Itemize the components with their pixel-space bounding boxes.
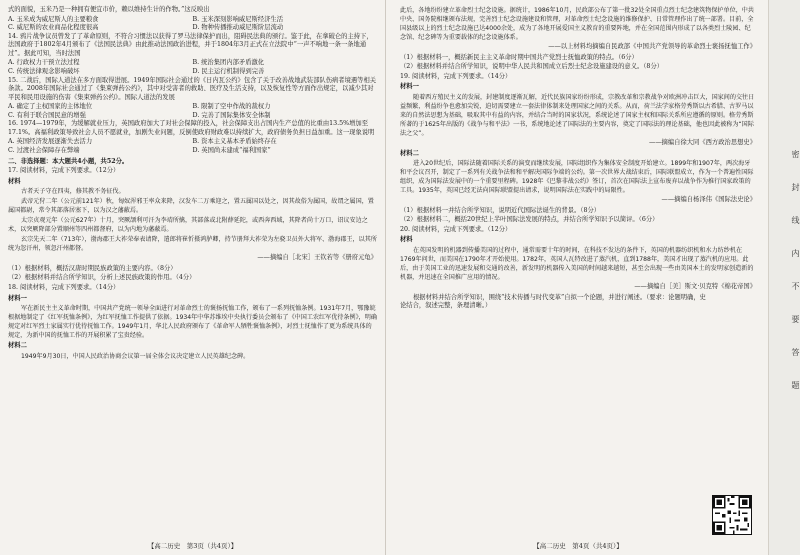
q20-stem: 20. 阅读材料，完成下列要求。（12分） <box>400 225 512 233</box>
q17-req-1: （1）根据材料，概括汉唐时期民族政策的主要内容。（8分） <box>8 264 177 272</box>
q20-source: ——摘编自［美］斯文·贝克特《棉花帝国》 <box>634 283 756 291</box>
q17-quote-line: 武帝元狩二年（公元前121年）秋，匈奴浑邪王率众来降，汉发车二万乘迎之，置五属国以处之，因其故俗为属国，故谓之属国，置属国都尉，常令其部落居塞下，以为汉之藩蔽焉。 <box>8 198 374 215</box>
q17-material <box>8 187 377 253</box>
q18-source: ——以上材料均摘编自民政部《中国共产党领导的革命烈士褒扬抚恤工作》 <box>548 43 756 51</box>
page-3 <box>0 0 386 555</box>
qr-code-image <box>712 495 752 535</box>
page-4 <box>392 0 764 555</box>
q14-stem: 14. 鸦片战争议员曾发了了革命原则，不符合习惯法以获得了罗马法律保护而出，阻碍民法典的颁行。鉴于此，在拿破仑的主持下，法国政府于1802年4月颁布了《法国民法典》由此推动法国政治进程，并于1804年3月正式在立法院中“一声不响地一条一条地通过”。据此可知，当时法国 <box>8 32 373 57</box>
q13-option-b: B. 玉米深刻影响威尼斯经济生活 <box>192 15 283 23</box>
q17-material-label: 材料 <box>8 177 21 185</box>
q17-quote-line: 太宗贞观元年（公元627年）十月，突厥颉利可汗为李靖所擒，其部落或北附薛延陀，或西奔西域，其降者尚十万口，诏议安边之术，以突厥降部分置顺州等四州都督府，以为内地为藩蔽焉。 <box>8 217 368 234</box>
q20-m-text: 在英国发明的机器到传播美国的过程中，通常需要十年的时间，在科技不发达的条件下，英国的机器纺织机和水力纺纱机在1769年问世，而美国在1790年才开始使用。1782年，英国人瓦特改进了蒸汽机，直到1788年，美国才出现了蒸汽机的应用。此后，由于美国工业的迅速发展和交通的改善，新发明的机器传入美国的时间越来越短，甚至会出现一些由美国本土的发明家创造新的机器，并迅速在全国推广应用的情况。 <box>400 246 754 281</box>
q17-req-2: （2）根据材料并结合所学知识，分析上述民族政策的作用。（4分） <box>8 274 196 282</box>
q19-req-1: （1）根据材料一并结合所学知识，说明近代国际法诞生的背景。（8分） <box>400 206 601 214</box>
q14-option-a: A. 行政权力干预立法过程 <box>8 59 80 67</box>
q13-stem-tail: 式的面貌，玉米乃是一种拥有便宜市价，赖以维持生计的作物。”这反映出 <box>8 6 210 13</box>
q15-option-a: A. 确定了主权国家的主体地位 <box>8 103 93 111</box>
q15-stem: 15. 二战后，国际人道法在多方面取得进展。1949年国际社会通过的《日内瓦公约》包含了关于改善战地武装部队伤病者境遇等相关条款。2008年国际社会通过了《集束弹药公约》，其中对受害者的救助、医疗及生活支持，以及恢复性等方面作出规定，以减少其对平民和民用设施的伤害《集束弹药公约》。国际人道法的发展 <box>8 76 377 101</box>
q19-material-1-label: 材料一 <box>400 83 419 91</box>
q18-m2-cont: 此后，各地纷纷建立革命烈士纪念设施。据统计，1986年10月，民政部公布了第一批32处全国重点烈士纪念建筑物保护单位，中共中央、国务院相继颁布法规，完善烈士纪念设施建设和管理，对革命烈士纪念设施的维修保护、日常管理作出了统一部署。目前，全国县级以上的烈士纪念设施已达4000余处，成为了各地开展爱国主义教育的重要阵地，并在全国范围内形成了以各类烈士陵园、纪念馆、纪念碑等为重要载体的纪念设施体系。 <box>400 7 754 42</box>
q18-material-2 <box>8 352 377 361</box>
q14-options-row1 <box>8 59 377 68</box>
q16-options-row2 <box>8 147 377 156</box>
q18-stem: 18. 阅读材料，完成下列要求。（14分） <box>8 284 120 292</box>
q16-stem: 16. 1974—1979年，为缓解就业压力，英国政府加大了对社会保障的投入，社会保障支出占国内生产总值的比重由13.5%增加至17.1%。高福利政策导致社会人员不愿就业，加剧失业问题，反倒使政府财政难以持续扩大，政府债务负担日益加重。这一现象说明 <box>8 120 375 136</box>
section-2-heading: 二、非选择题：本大题共4小题，共52分。 <box>8 157 129 165</box>
q18-material-2-continued <box>400 6 756 42</box>
q19-stem: 19. 阅读材料，完成下列要求。（14分） <box>400 72 512 80</box>
q19-material-2-label: 材料二 <box>400 149 419 157</box>
q18-req-1: （1）根据材料一，概括新民主主义革命时期中国共产党烈士抚恤政策的特点。（6分） <box>400 53 638 61</box>
q14-option-b: B. 统治集团内部矛盾激化 <box>192 59 265 67</box>
q16-option-b: B. 资本主义基本矛盾始终存在 <box>192 138 277 146</box>
q19-source-2: ——摘编自杨泽伟《国际法史论》 <box>661 196 756 204</box>
q13-option-d: D. 物种传播推动威尼斯阶层流动 <box>192 24 284 32</box>
q20-material-label: 材料 <box>400 236 413 244</box>
q19-req-2: （2）根据材料二，概括20世纪上半叶国际法发展的特点，并结合所学知识予以简评。（6分） <box>400 216 659 224</box>
q13-options-row2 <box>8 24 377 33</box>
q13-option-a: A. 玉米成为威尼斯人的主要粮食 <box>8 15 99 23</box>
q18-material-2-label: 材料二 <box>8 342 27 350</box>
seal-line-margin <box>768 0 800 555</box>
q17-quote-line: 玄宗先天二年（713年），渤海郡王大祚荣奉表请降，遣郎将崔忻摄鸿胪卿，持节册拜大祚荣为左骁卫员外大将军、渤海郡王，以其所统为忽汗州，领忽汗州都督。 <box>8 236 377 253</box>
q17-source: ——摘编自［北宋］王钦若等《册府元龟》 <box>257 254 377 262</box>
q15-option-b: B. 限制了空中作战的裁权力 <box>192 103 271 111</box>
q15-option-d: D. 完善了国际集体安全体制 <box>192 111 271 119</box>
q18-m2-text: 1949年9月30日，中国人民政治协商会议第一届全体会议决定建立人民英雄纪念碑。 <box>21 352 250 360</box>
q19-material-2 <box>400 159 756 195</box>
q20-task: 根据材料并结合所学知识，围绕“技术传播与时代变革”自拟一个论题，并进行阐述。（要求：论题明确，史论结合，叙述完整，条理清晰。） <box>400 293 706 310</box>
q18-material-1-label: 材料一 <box>8 294 27 302</box>
q16-options-row1 <box>8 138 377 147</box>
q18-m1-text: 军在新民主主义革命时期，中国共产党统一领导全面进行对革命烈士的褒扬抚恤工作，颁布了一系列抚恤条例。1931年7月，鄂豫皖根据地制定了《红军抚恤条例》，为红军抚恤工作提供了依据。1934年中华苏维埃中央执行委员会颁布了《中国工农红军优待条例》，明确规定对红军烈士家属实行优待抚恤工作。1949年1月，华北人民政府颁布了《革命军人牺牲褒恤条例》，对烈士抚恤作了更为系统具体的规定，为新中国的抚恤工作的开展积累了宝贵经验。 <box>8 305 377 340</box>
q19-source-1: ——摘编自徐大同《西方政治思想史》 <box>648 138 756 146</box>
page-4-footer: 【高二历史 第4页（共4页）】 <box>533 542 623 551</box>
q19-m1-text: 随着西方殖民主义的发展，封建制度逐渐瓦解，近代民族国家纷纷形成，宗教改革和宗教战争对欧洲冲击巨大，国家间的交往日益频繁，利益纷争也愈加尖锐，迫切需要建立一套法律体制来处理国家之间的关系。从而，荷兰法学家格劳秀斯以古希腊、古罗马以来的自然法思想为基础，吸取其中有益的内容，并结合当时的国家状况，系统论述了国家主权和国际关系所应遵循的原则。格劳秀斯所著的于1625年出版的《战争与和平法》一书，系统地论述了国际法的主要内容，奠定了国际法的理论基础，他也因此被称为“国际法之父”。 <box>400 93 755 137</box>
qr-code-graphic <box>713 496 751 534</box>
q16-option-c: C. 过渡社会保障存在弊端 <box>8 147 80 154</box>
q17-quote-line: 古者天子守在四夷，修其教不务征伐。 <box>21 188 125 196</box>
q14-options-row2 <box>8 68 377 77</box>
q16-option-d: D. 英国尚未建成“福利国家” <box>192 147 271 154</box>
q13-option-c: C. 威尼斯的农业商品化程度很高 <box>8 24 99 32</box>
q18-req-2: （2）根据材料并结合所学知识，说明中华人民共和国成立后烈士纪念设施建设的意义。（8分） <box>400 63 664 71</box>
q19-material-1 <box>400 93 756 138</box>
q15-option-c: C. 有利于联合国民意的增强 <box>8 111 86 119</box>
page-3-footer: 【高二历史 第3页（共4页）】 <box>147 542 238 551</box>
q14-option-c: C. 传统法律观念影响破坏 <box>8 67 80 75</box>
q15-options-row1 <box>8 103 377 112</box>
q13-options-row1 <box>8 16 377 25</box>
q18-material-1 <box>8 304 377 340</box>
seal-line-notice: 密封线内不要答题 <box>791 150 800 414</box>
q14-option-d: D. 民主运行机制得到完善 <box>192 67 265 75</box>
q19-m2-text: 进入20世纪后，国际法随着国际关系的演变而继续发展，国际组织作为集体安全制度开始建立。1899年和1907年，两次海牙和平会议召开，制定了一系列有关战争法和和平解决国际争端的公约。第一次世界大战结束后，国际联盟成立，作为一个普遍性国际组织，成为国际法发展中的一个重要里程碑。1928年《巴黎非战公约》签订，首次在国际法上宣布废弃以战争作为推行国家政策的工具。1935年，英国已经无法向国际联盟提出请求，说明国际法在实践中的局限性。 <box>400 160 754 195</box>
q16-option-a: A. 英国经济发展逐渐失去活力 <box>8 138 93 146</box>
q20-material <box>400 246 756 282</box>
q17-stem: 17. 阅读材料，完成下列要求。（12分） <box>8 167 120 175</box>
